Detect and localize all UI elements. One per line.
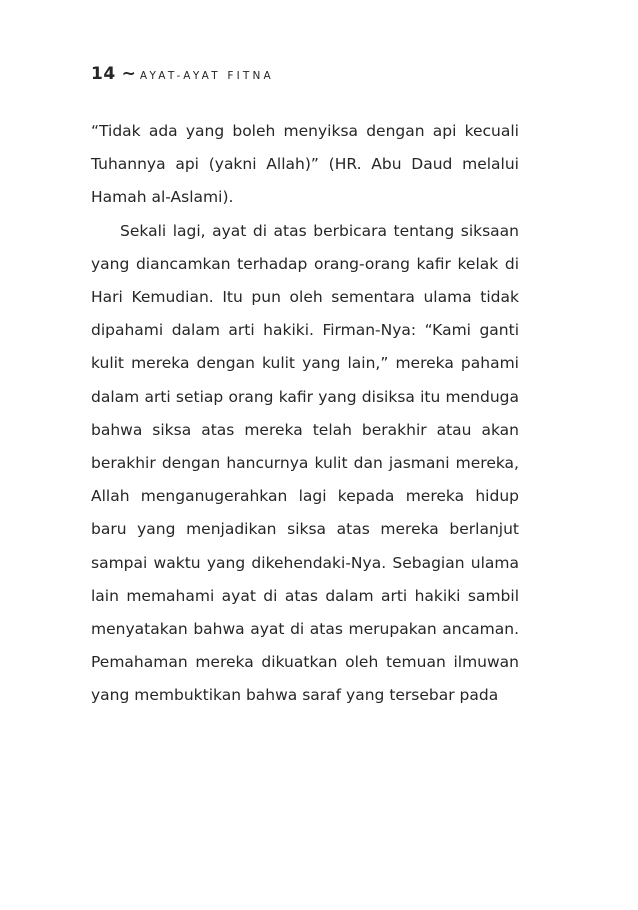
body-text [91,115,519,713]
header-separator: ~ [121,64,136,84]
running-title: AYAT-AYAT FITNA [139,70,274,82]
page-header [91,62,274,88]
page-number: 14 [91,64,116,84]
paragraph-hadith-quote: “Tidak ada yang boleh menyiksa dengan api kecuali Tuhannya api (yakni Allah)” (HR. Abu Daud melalui Hamah al-Aslami). [91,122,519,207]
paragraph-commentary: Sekali lagi, ayat di atas berbicara tentang siksaan yang diancamkan terhadap orang-orang kafir kelak di Hari Kemudian. Itu pun oleh sementara ulama tidak dipahami dalam arti hakiki. Firman-Nya: “Kami ganti kulit mereka dengan kulit yang lain,” mereka pahami dalam arti setiap orang kafir yang disiksa itu menduga bahwa siksa atas mereka telah berakhir atau akan berakhir dengan hancurnya kulit dan jasmani mereka, Allah menganugerahkan lagi kepada mereka hidup baru yang menjadikan siksa atas mereka berlanjut sampai waktu yang dikehendaki-Nya. Sebagian ulama lain memahami ayat di atas dalam arti hakiki sambil menyatakan bahwa ayat di atas merupakan ancaman. Pemahaman mereka dikuatkan oleh temuan ilmuwan yang membuktikan bahwa saraf yang tersebar pada [91,221,519,705]
